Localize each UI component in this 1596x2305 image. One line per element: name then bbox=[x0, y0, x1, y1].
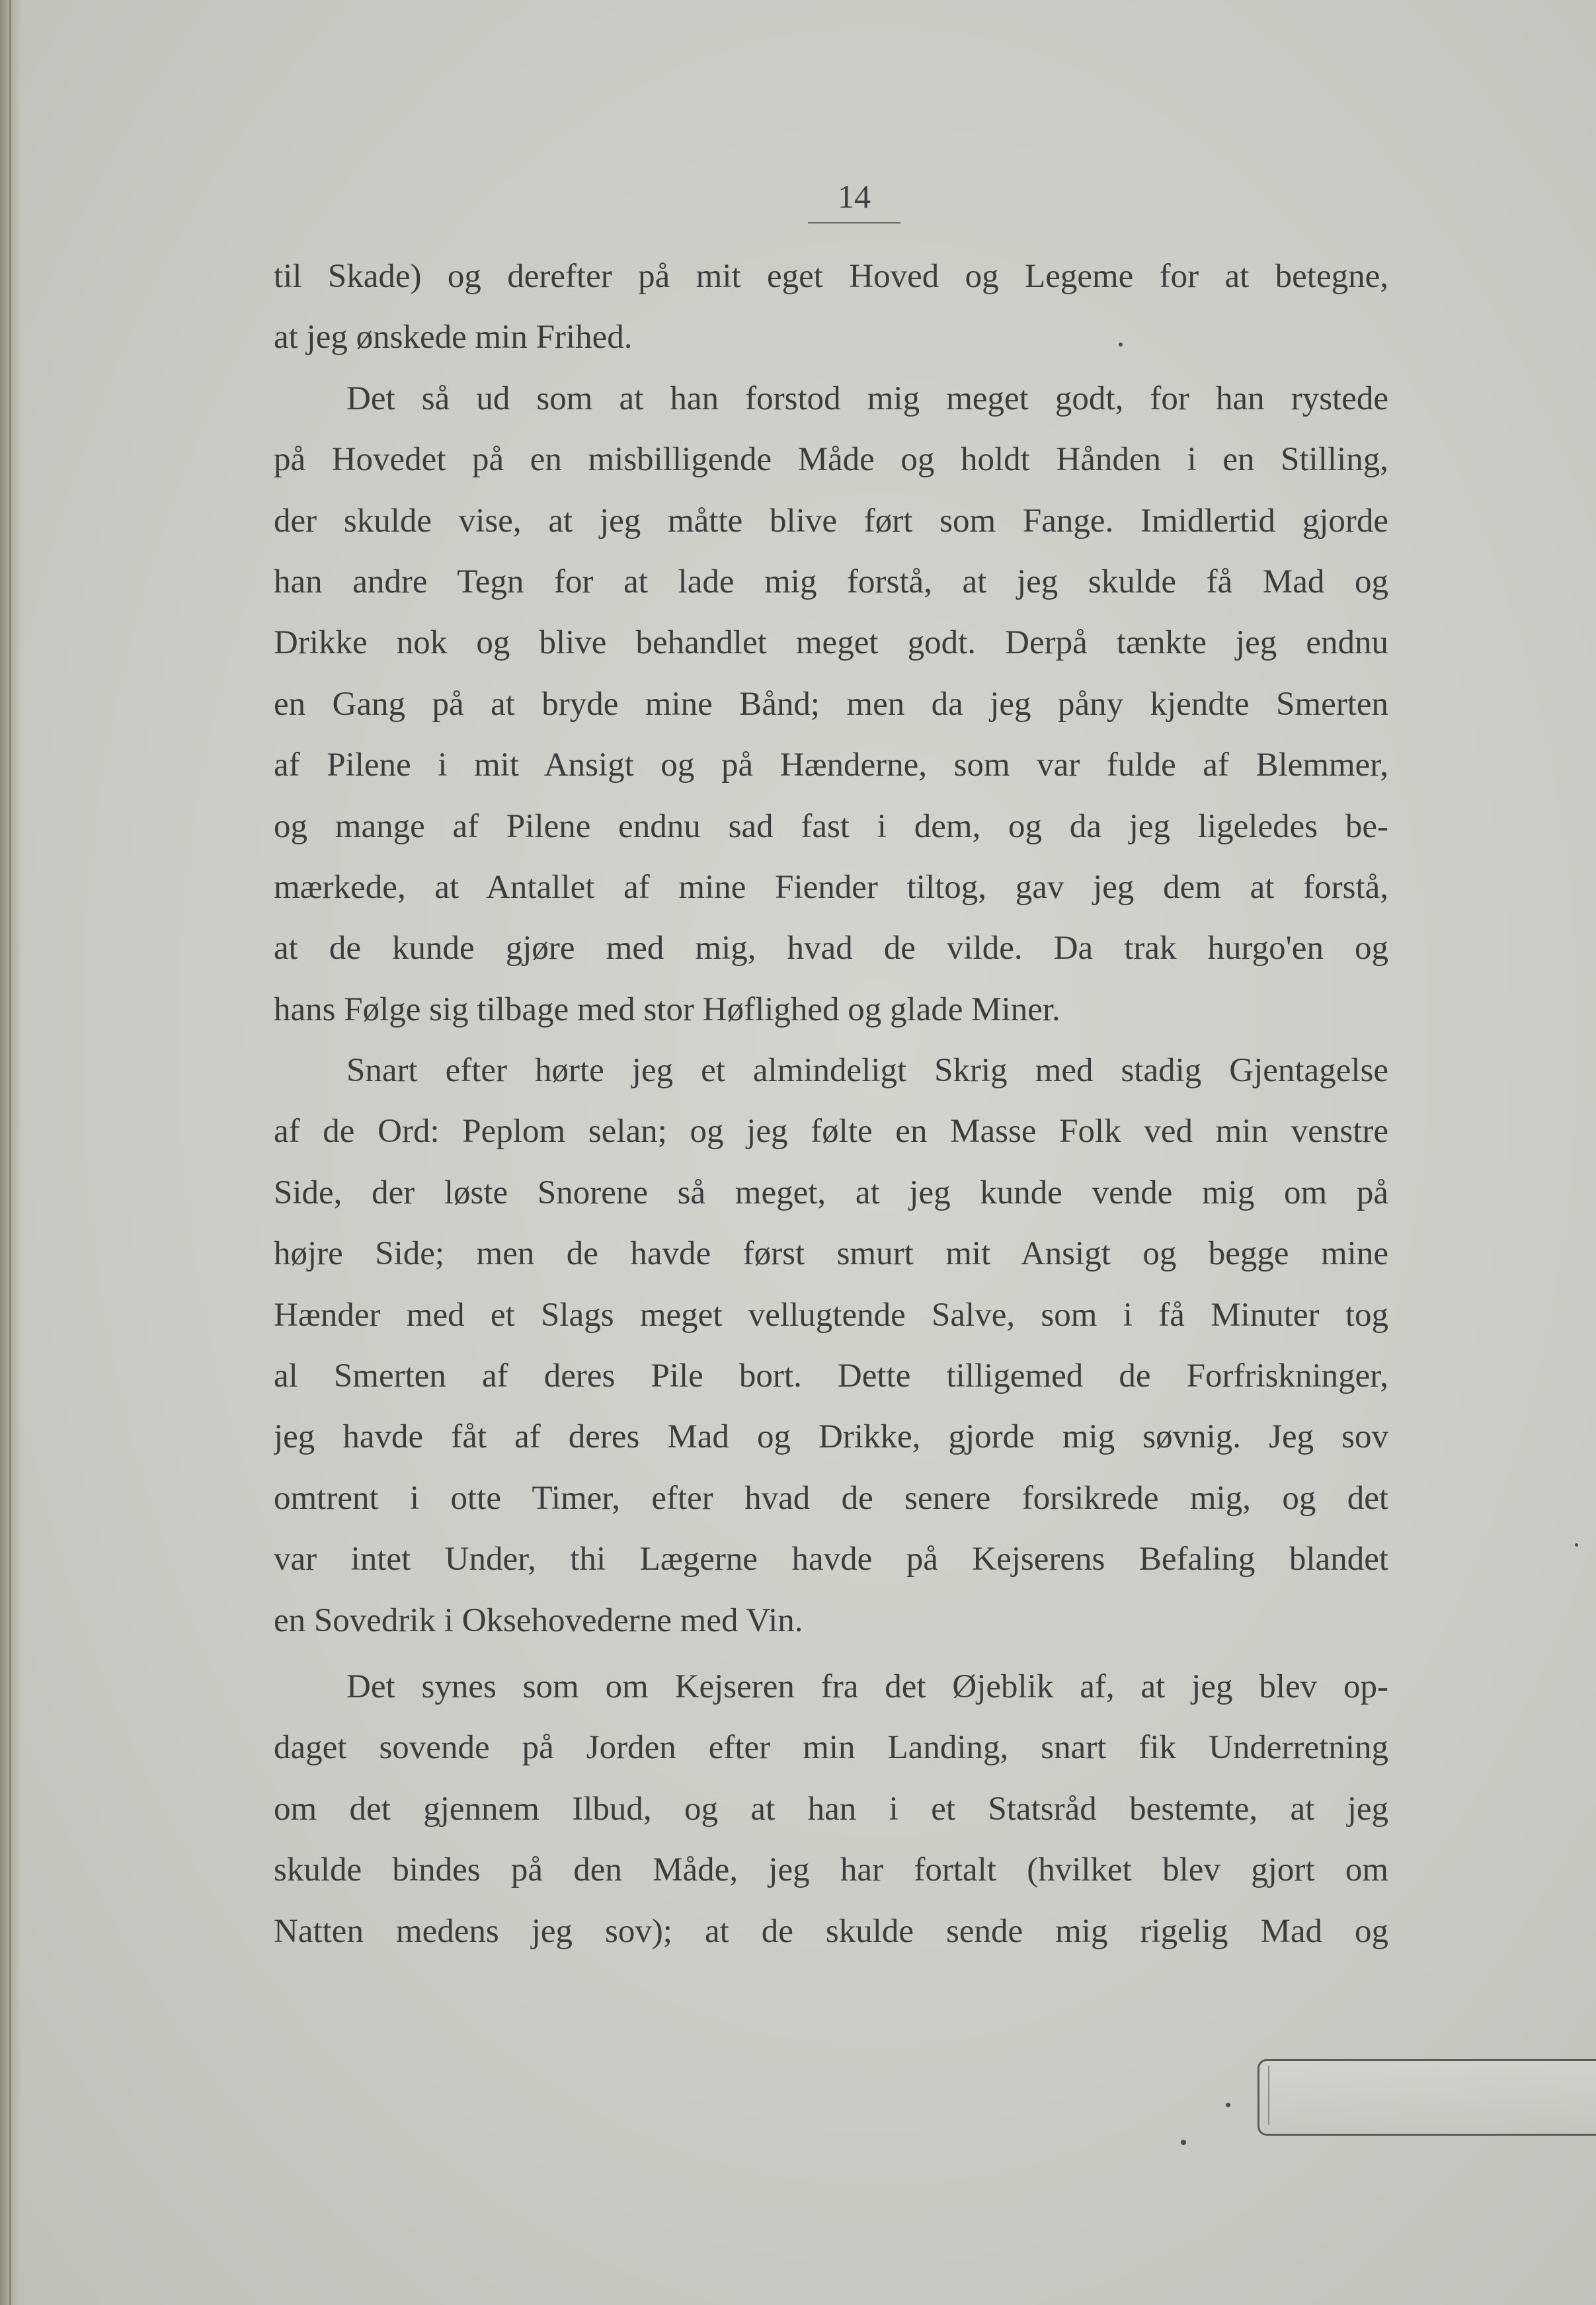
text-line: at de kunde gjøre med mig, hvad de vilde. Da trak hurgo'en og bbox=[274, 930, 1388, 967]
text-line: højre Side; men de havde først smurt mit Ansigt og begge mine bbox=[274, 1235, 1388, 1273]
text-line: han andre Tegn for at lade mig forstå, at jeg skulde få Mad og bbox=[274, 563, 1388, 600]
tipped-in-paper-stub-edge bbox=[1268, 2066, 1596, 2125]
text-line: hans Følge sig tilbage med stor Høflighed og glade Miner. bbox=[274, 991, 1060, 1028]
paper-speck bbox=[1575, 1543, 1578, 1547]
text-line: der skulde vise, at jeg måtte blive ført som Fange. Imidlertid gjorde bbox=[274, 502, 1388, 540]
paper-speck bbox=[1181, 2140, 1186, 2145]
body-text bbox=[274, 246, 1388, 1962]
binding-edge-line bbox=[9, 0, 11, 2305]
text-line: på Hovedet på en misbilligende Måde og holdt Hånden i en Stilling, bbox=[274, 441, 1388, 479]
text-line: Snart efter hørte jeg et almindeligt Skrig med stadig Gjentagelse bbox=[346, 1052, 1388, 1090]
text-line: af Pilene i mit Ansigt og på Hænderne, som var fulde af Blemmer, bbox=[274, 747, 1388, 784]
text-line: Det synes som om Kejseren fra det Øjeblik af, at jeg blev op- bbox=[346, 1668, 1388, 1705]
text-line: al Smerten af deres Pile bort. Dette tilligemed de Forfriskninger, bbox=[274, 1357, 1388, 1395]
paper-speck bbox=[1119, 343, 1123, 346]
text-line: daget sovende på Jorden efter min Landing, snart fik Underretning bbox=[274, 1729, 1388, 1767]
text-line: af de Ord: Peplom selan; og jeg følte en Masse Folk ved min venstre bbox=[274, 1113, 1388, 1151]
text-line: var intet Under, thi Lægerne havde på Kejserens Befaling blandet bbox=[274, 1541, 1388, 1578]
binding-edge bbox=[0, 0, 22, 2305]
text-line: til Skade) og derefter på mit eget Hoved og Legeme for at betegne, bbox=[274, 258, 1388, 295]
text-line: Det så ud som at han forstod mig meget godt, for han rystede bbox=[346, 380, 1388, 417]
text-line: Side, der løste Snorene så meget, at jeg kunde vende mig om på bbox=[274, 1174, 1388, 1211]
text-line: Drikke nok og blive behandlet meget godt. Derpå tænkte jeg endnu bbox=[274, 624, 1388, 662]
text-line: og mange af Pilene endnu sad fast i dem, og da jeg ligeledes be- bbox=[274, 807, 1388, 845]
text-line: at jeg ønskede min Frihed. bbox=[274, 319, 633, 356]
text-line: en Sovedrik i Oksehovederne med Vin. bbox=[274, 1601, 803, 1639]
paper-speck bbox=[1226, 2103, 1230, 2107]
page-number-rule bbox=[808, 222, 900, 223]
text-line: jeg havde fåt af deres Mad og Drikke, gjorde mig søvnig. Jeg sov bbox=[274, 1418, 1388, 1456]
text-line: Hænder med et Slags meget vellugtende Salve, som i få Minuter tog bbox=[274, 1296, 1388, 1334]
text-line: om det gjennem Ilbud, og at han i et Statsråd bestemte, at jeg bbox=[274, 1790, 1388, 1828]
text-line: en Gang på at bryde mine Bånd; men da jeg påny kjendte Smerten bbox=[274, 685, 1388, 723]
page-number: 14 bbox=[838, 178, 871, 215]
text-line: mærkede, at Antallet af mine Fiender tiltog, gav jeg dem at forstå, bbox=[274, 868, 1388, 906]
text-line: Natten medens jeg sov); at de skulde sende mig rigelig Mad og bbox=[274, 1912, 1388, 1950]
text-line: omtrent i otte Timer, efter hvad de senere forsikrede mig, og det bbox=[274, 1479, 1388, 1517]
text-line: skulde bindes på den Måde, jeg har fortalt (hvilket blev gjort om bbox=[274, 1851, 1388, 1889]
